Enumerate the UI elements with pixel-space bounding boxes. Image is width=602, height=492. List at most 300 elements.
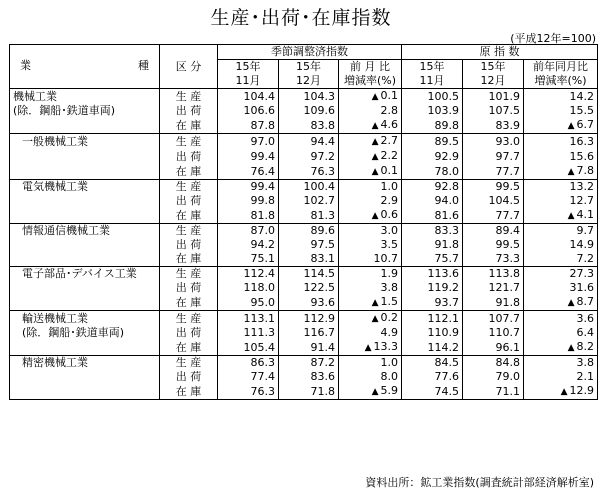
value-cell (402, 238, 463, 252)
value-cell (463, 164, 524, 180)
industry-name: 電気機械工業 (10, 180, 160, 195)
value-text: 97.2 (310, 149, 335, 163)
value-cell (279, 384, 339, 400)
kind-cell: 出 荷 (160, 370, 218, 384)
decrease-triangle-icon: ▲ (567, 167, 575, 177)
header-industry: 業 種 (10, 45, 160, 89)
table-row (10, 252, 598, 267)
decrease-triangle-icon: ▲ (371, 137, 379, 147)
value-cell (524, 311, 598, 327)
value-cell (524, 295, 598, 311)
value-cell (402, 164, 463, 180)
value-cell (279, 149, 339, 164)
value-text: 100.4 (303, 180, 335, 193)
value-text: 2.9 (380, 194, 398, 207)
value-text: 94.0 (434, 194, 459, 207)
value-cell (218, 208, 279, 224)
value-text: 110.9 (427, 326, 459, 339)
decrease-triangle-icon: ▲ (371, 314, 379, 324)
table-row (10, 164, 598, 180)
value-cell (463, 149, 524, 164)
value-text: 119.2 (427, 281, 459, 294)
value-text: 74.5 (434, 384, 459, 398)
industry-name (10, 208, 160, 224)
value-text: 2.8 (380, 104, 398, 117)
value-text: 76.3 (250, 384, 275, 398)
value-cell (463, 267, 524, 282)
value-text: 112.4 (243, 267, 275, 280)
value-cell (279, 326, 339, 340)
value-cell (524, 134, 598, 150)
industry-name (10, 252, 160, 267)
value-cell (402, 224, 463, 239)
kind-cell: 生 産 (160, 89, 218, 105)
value-text: 87.2 (310, 356, 335, 369)
value-text: 71.1 (495, 384, 520, 398)
value-cell (218, 194, 279, 208)
industry-name (10, 149, 160, 164)
decrease-triangle-icon: ▲ (371, 167, 379, 177)
value-cell (524, 370, 598, 384)
decrease-triangle-icon: ▲ (371, 298, 379, 308)
value-cell (218, 89, 279, 105)
value-cell (279, 194, 339, 208)
value-cell (279, 89, 339, 105)
value-text: 4.9 (380, 326, 398, 339)
value-text: 83.6 (310, 370, 335, 383)
value-text: 6.4 (576, 326, 595, 339)
value-text: 114.2 (427, 340, 459, 354)
value-text: 102.7 (303, 194, 335, 207)
value-cell (402, 104, 463, 118)
value-cell (524, 104, 598, 118)
value-cell (524, 252, 598, 267)
value-cell (463, 208, 524, 224)
value-cell (463, 194, 524, 208)
value-cell (339, 340, 402, 356)
value-cell (402, 295, 463, 311)
value-cell (524, 384, 598, 400)
value-text: 12.9 (569, 384, 595, 397)
industry-name: 精密機械工業 (10, 356, 160, 371)
value-text: 2.1 (576, 370, 595, 383)
value-text: 95.0 (250, 295, 275, 309)
value-text: 81.3 (310, 208, 335, 222)
industry-name: 輸送機械工業 (10, 311, 160, 327)
value-text: 99.5 (495, 180, 520, 193)
value-text: 84.8 (495, 356, 520, 369)
value-cell (524, 164, 598, 180)
industry-name (10, 370, 160, 384)
value-text: 86.3 (250, 356, 275, 369)
value-cell (402, 326, 463, 340)
value-cell (524, 340, 598, 356)
value-cell (463, 252, 524, 267)
base-year-note: (平成12年=100) (510, 32, 596, 45)
header-c6-a: 前年同月比 (524, 60, 598, 75)
value-text: 97.7 (495, 149, 520, 163)
value-cell (463, 340, 524, 356)
value-cell (524, 281, 598, 295)
value-cell (463, 224, 524, 239)
decrease-triangle-icon: ▲ (560, 387, 568, 397)
value-text: 0.6 (380, 208, 398, 221)
value-text: 122.5 (303, 281, 335, 294)
value-text: 2.7 (380, 134, 398, 147)
value-cell (339, 295, 402, 311)
table-row (10, 89, 598, 105)
decrease-triangle-icon: ▲ (371, 387, 379, 397)
table-row (10, 281, 598, 295)
table-row (10, 149, 598, 164)
kind-cell: 生 産 (160, 356, 218, 371)
value-cell (402, 252, 463, 267)
header-c4-a: 15年 (402, 60, 463, 75)
value-text: 81.6 (434, 208, 459, 222)
value-cell (402, 194, 463, 208)
table-row (10, 180, 598, 195)
value-cell (279, 118, 339, 134)
industry-name: 機械工業 (10, 89, 160, 105)
value-text: 104.5 (488, 194, 520, 207)
value-cell (402, 118, 463, 134)
value-cell (279, 370, 339, 384)
header-kind: 区 分 (160, 45, 218, 89)
decrease-triangle-icon: ▲ (567, 211, 575, 221)
value-cell (218, 311, 279, 327)
value-cell (218, 164, 279, 180)
kind-cell: 出 荷 (160, 194, 218, 208)
kind-cell: 在 庫 (160, 340, 218, 356)
value-text: 103.9 (427, 104, 459, 117)
kind-cell: 在 庫 (160, 208, 218, 224)
value-cell (402, 89, 463, 105)
value-text: 105.4 (243, 340, 275, 354)
value-cell (339, 134, 402, 150)
value-text: 89.8 (434, 118, 459, 132)
value-text: 109.6 (303, 104, 335, 117)
value-cell (339, 326, 402, 340)
value-text: 99.5 (495, 238, 520, 251)
value-cell (402, 311, 463, 327)
value-text: 94.2 (250, 238, 275, 251)
value-text: 87.0 (250, 224, 275, 237)
value-cell (463, 104, 524, 118)
value-cell (463, 311, 524, 327)
value-cell (339, 180, 402, 195)
table-row (10, 356, 598, 371)
value-text: 101.9 (488, 89, 520, 103)
value-text: 104.3 (303, 89, 335, 103)
value-cell (218, 238, 279, 252)
value-text: 5.9 (380, 384, 398, 397)
value-text: 12.7 (569, 194, 595, 207)
kind-cell: 在 庫 (160, 252, 218, 267)
table-row (10, 104, 598, 118)
table-row (10, 340, 598, 356)
industry-name (10, 194, 160, 208)
kind-cell: 生 産 (160, 224, 218, 239)
table-row (10, 194, 598, 208)
value-cell (339, 281, 402, 295)
value-text: 93.6 (310, 295, 335, 309)
value-text: 83.3 (434, 224, 459, 237)
header-seasonal: 季節調整済指数 (218, 45, 402, 60)
value-cell (463, 89, 524, 105)
value-text: 27.3 (569, 267, 595, 280)
value-text: 99.4 (250, 180, 275, 193)
kind-cell: 生 産 (160, 311, 218, 327)
value-cell (218, 149, 279, 164)
table-body (10, 89, 598, 400)
value-cell (339, 311, 402, 327)
industry-name: (除．鋼船･鉄道車両) (10, 104, 160, 118)
value-cell (463, 326, 524, 340)
table-row (10, 326, 598, 340)
kind-cell: 在 庫 (160, 295, 218, 311)
value-cell (463, 238, 524, 252)
value-cell (279, 281, 339, 295)
value-text: 4.6 (380, 118, 398, 131)
value-text: 2.2 (380, 149, 398, 162)
value-text: 81.8 (250, 208, 275, 222)
value-cell (339, 370, 402, 384)
value-cell (524, 238, 598, 252)
table-row (10, 370, 598, 384)
value-cell (279, 267, 339, 282)
header-c1-b: 11月 (218, 74, 279, 89)
value-text: 75.7 (434, 252, 459, 265)
value-cell (339, 356, 402, 371)
value-text: 7.2 (576, 252, 595, 265)
value-cell (463, 356, 524, 371)
table-row (10, 238, 598, 252)
industry-name (10, 295, 160, 311)
value-cell (402, 340, 463, 356)
value-text: 111.3 (243, 326, 275, 339)
value-cell (339, 208, 402, 224)
value-cell (218, 384, 279, 400)
kind-cell: 生 産 (160, 134, 218, 150)
value-text: 83.9 (495, 118, 520, 132)
industry-name: 情報通信機械工業 (10, 224, 160, 239)
value-cell (339, 194, 402, 208)
kind-cell: 出 荷 (160, 149, 218, 164)
value-cell (218, 370, 279, 384)
industry-name (10, 384, 160, 400)
value-text: 97.5 (310, 238, 335, 251)
industry-name: 一般機械工業 (10, 134, 160, 150)
value-text: 76.4 (250, 164, 275, 178)
value-cell (524, 267, 598, 282)
value-text: 114.5 (303, 267, 335, 280)
kind-cell: 在 庫 (160, 118, 218, 134)
value-cell (218, 180, 279, 195)
decrease-triangle-icon: ▲ (371, 211, 379, 221)
value-cell (339, 89, 402, 105)
value-text: 84.5 (434, 356, 459, 369)
header-raw: 原 指 数 (402, 45, 598, 60)
kind-cell: 出 荷 (160, 326, 218, 340)
value-text: 83.1 (310, 252, 335, 265)
table-row (10, 295, 598, 311)
value-text: 14.9 (569, 238, 595, 251)
value-text: 76.3 (310, 164, 335, 178)
decrease-triangle-icon: ▲ (371, 152, 379, 162)
value-text: 13.3 (373, 340, 398, 353)
value-text: 10.7 (373, 252, 398, 265)
value-text: 93.0 (495, 134, 520, 148)
value-text: 4.1 (576, 208, 595, 221)
kind-cell: 在 庫 (160, 384, 218, 400)
value-text: 6.7 (576, 118, 595, 131)
value-cell (524, 208, 598, 224)
value-text: 8.7 (576, 295, 595, 308)
value-text: 89.4 (495, 224, 520, 237)
value-text: 94.4 (310, 134, 335, 148)
value-text: 79.0 (495, 370, 520, 383)
header-c5-a: 15年 (463, 60, 524, 75)
value-text: 77.7 (495, 164, 520, 178)
value-text: 100.5 (427, 89, 459, 103)
value-cell (339, 118, 402, 134)
value-cell (463, 295, 524, 311)
value-cell (279, 180, 339, 195)
header-c2-a: 15年 (279, 60, 339, 75)
value-cell (402, 384, 463, 400)
kind-cell: 生 産 (160, 267, 218, 282)
value-text: 121.7 (488, 281, 520, 294)
value-text: 104.4 (243, 89, 275, 103)
value-cell (463, 384, 524, 400)
value-cell (524, 326, 598, 340)
value-text: 113.6 (427, 267, 459, 280)
table-row (10, 384, 598, 400)
value-text: 113.8 (488, 267, 520, 280)
value-text: 15.5 (569, 104, 595, 117)
value-text: 89.5 (434, 134, 459, 148)
decrease-triangle-icon: ▲ (371, 121, 379, 131)
value-text: 107.5 (488, 104, 520, 117)
value-cell (218, 252, 279, 267)
value-text: 91.8 (434, 238, 459, 251)
decrease-triangle-icon: ▲ (364, 343, 372, 353)
value-cell (524, 194, 598, 208)
value-cell (339, 267, 402, 282)
industry-name (10, 281, 160, 295)
value-cell (463, 370, 524, 384)
value-cell (402, 281, 463, 295)
value-text: 77.6 (434, 370, 459, 383)
industry-name (10, 340, 160, 356)
value-text: 3.0 (380, 224, 398, 237)
table-row (10, 118, 598, 134)
value-text: 1.5 (380, 295, 398, 308)
value-text: 78.0 (434, 164, 459, 178)
value-cell (218, 134, 279, 150)
value-text: 110.7 (488, 326, 520, 339)
value-text: 77.4 (250, 370, 275, 383)
value-cell (524, 180, 598, 195)
value-cell (218, 281, 279, 295)
value-text: 75.1 (250, 252, 275, 265)
value-text: 3.8 (380, 281, 398, 294)
value-text: 8.0 (380, 370, 398, 383)
value-text: 93.7 (434, 295, 459, 309)
value-cell (279, 104, 339, 118)
value-text: 1.0 (380, 180, 398, 193)
industry-name: 電子部品･デバイス工業 (10, 267, 160, 282)
value-cell (218, 104, 279, 118)
header-c2-b: 12月 (279, 74, 339, 89)
value-text: 106.6 (243, 104, 275, 117)
value-cell (279, 164, 339, 180)
table-row (10, 267, 598, 282)
value-cell (279, 208, 339, 224)
value-cell (339, 238, 402, 252)
value-cell (463, 180, 524, 195)
value-cell (218, 224, 279, 239)
value-cell (279, 252, 339, 267)
value-text: 16.3 (569, 134, 595, 148)
kind-cell: 出 荷 (160, 104, 218, 118)
kind-cell: 生 産 (160, 180, 218, 195)
header-c6-b: 増減率(%) (524, 74, 598, 89)
value-cell (279, 134, 339, 150)
kind-cell: 在 庫 (160, 164, 218, 180)
value-text: 118.0 (243, 281, 275, 294)
value-text: 116.7 (303, 326, 335, 339)
value-text: 92.8 (434, 180, 459, 193)
value-cell (339, 384, 402, 400)
value-text: 97.0 (250, 134, 275, 148)
value-cell (402, 134, 463, 150)
source-note: 資料出所：鉱工業指数(調査統計部経済解析室) (365, 476, 594, 489)
header-c3-a: 前 月 比 (339, 60, 402, 75)
industry-name (10, 238, 160, 252)
value-cell (524, 149, 598, 164)
value-cell (339, 224, 402, 239)
value-cell (402, 149, 463, 164)
value-text: 99.8 (250, 194, 275, 207)
value-cell (402, 370, 463, 384)
value-cell (218, 118, 279, 134)
value-text: 3.8 (576, 356, 595, 369)
table-row (10, 134, 598, 150)
table-row (10, 311, 598, 327)
value-cell (218, 326, 279, 340)
value-text: 3.5 (380, 238, 398, 251)
table-row (10, 224, 598, 239)
value-text: 7.8 (576, 164, 595, 177)
value-text: 113.1 (243, 311, 275, 325)
value-text: 112.1 (427, 311, 459, 325)
value-text: 9.7 (576, 224, 595, 237)
value-cell (279, 295, 339, 311)
value-text: 0.1 (380, 164, 398, 177)
value-text: 0.2 (380, 311, 398, 324)
value-text: 1.0 (380, 356, 398, 369)
value-cell (218, 295, 279, 311)
value-text: 112.9 (303, 311, 335, 325)
value-cell (339, 104, 402, 118)
value-text: 31.6 (569, 281, 595, 294)
header-c3-b: 増減率(%) (339, 74, 402, 89)
header-c5-b: 12月 (463, 74, 524, 89)
value-cell (279, 238, 339, 252)
value-text: 89.6 (310, 224, 335, 237)
header-c1-a: 15年 (218, 60, 279, 75)
